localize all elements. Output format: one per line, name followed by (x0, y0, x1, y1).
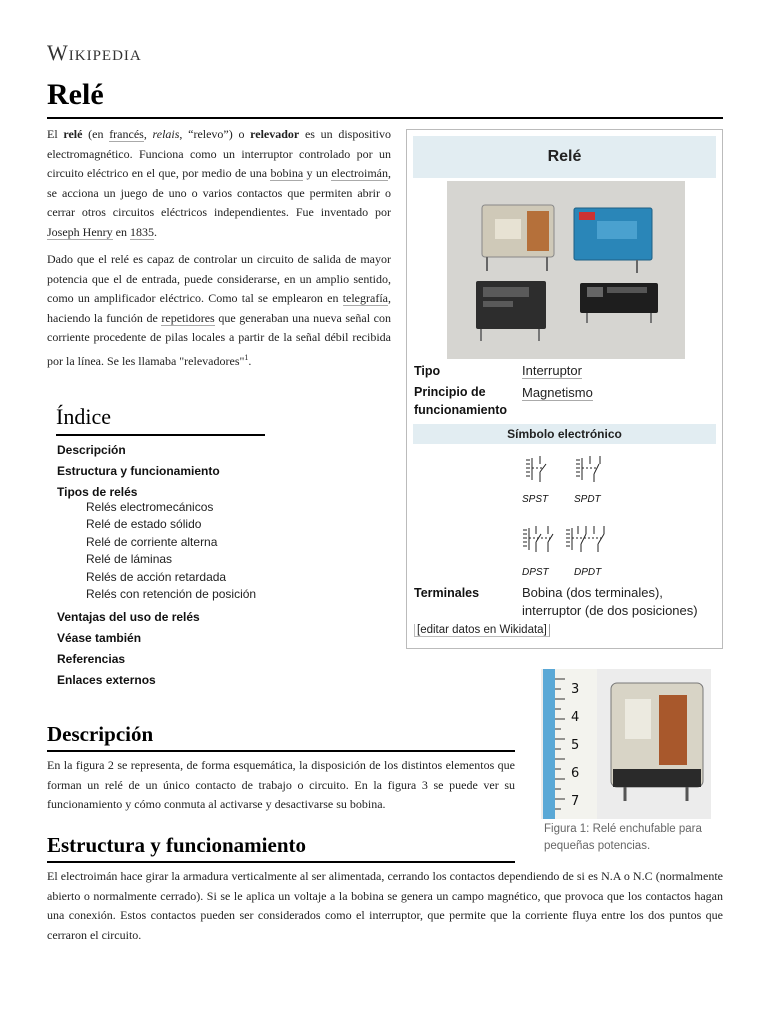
toc-item[interactable]: Referencias (57, 652, 126, 666)
infobox-terminales-label: Terminales (414, 586, 480, 600)
toc-item[interactable]: Descripción (57, 443, 126, 457)
inline-link[interactable]: francés (109, 127, 144, 141)
inline-link[interactable]: bobina (270, 166, 304, 180)
wikipedia-logo[interactable]: Wikipedia (47, 40, 142, 65)
footnote-ref[interactable]: 1 (244, 352, 249, 362)
svg-text:7: 7 (571, 794, 580, 809)
intro-paragraph-1: El relé (en francés, relais, “relevo”) o relevador es un dispositivo electromagnético. Funciona como un interruptor controlado por un circuito eléctrico en el que, por medio de una bobina y un electroimán, se acciona un juego de uno o varios contactos que permiten abrir o cerrar otros circuitos eléctricos independientes. Fue inventado por Joseph Henry en 1835. (47, 127, 392, 239)
spst-symbol-icon[interactable] (520, 450, 556, 490)
toc-subitem[interactable]: Relé de estado sólido (86, 517, 202, 531)
svg-text:5: 5 (571, 738, 580, 753)
dpdt-symbol-icon[interactable] (564, 520, 612, 560)
inline-link[interactable]: telegrafía (342, 291, 388, 305)
title-divider (47, 117, 723, 119)
bold-term: relé (63, 127, 83, 141)
toc-subitem[interactable]: Relés con retención de posición (86, 587, 257, 601)
section-heading-descripcion: Descripción (47, 722, 154, 746)
symbol-caption: DPST (522, 567, 549, 578)
symbol-caption: SPST (522, 494, 549, 505)
infobox-principio-link[interactable]: Magnetismo (522, 385, 593, 400)
toc-item[interactable]: Enlaces externos (57, 673, 156, 687)
toc-subitem[interactable]: Relés electromecánicos (86, 500, 214, 514)
section-divider (47, 750, 515, 752)
svg-text:6: 6 (571, 766, 580, 781)
figure-1-caption: Figura 1: Relé enchufable para pequeñas potencias. (544, 823, 702, 852)
infobox (406, 129, 723, 649)
inline-link[interactable]: 1835 (129, 224, 154, 239)
infobox-terminales-value: Bobina (dos terminales), interruptor (de dos posiciones) (522, 585, 698, 618)
estructura-paragraph: El electroimán hace girar la armadura verticalmente al ser alimentada, cerrando los contactos dependiendo de si es N.A o N.C (normalmente abierto o normalmente cerrado). Si se le aplica un voltaje a la bobina se genera un campo magnético, que provoca que los contactos hagan una conexión. Estos contactos pueden ser considerados como el interruptor, que permite que la corriente fluya entre los dos puntos que cerraron el circuito. (47, 869, 723, 942)
infobox-symbol-header: Símbolo electrónico (413, 424, 716, 444)
intro-paragraph-2: Dado que el relé es capaz de controlar un circuito de salida de mayor potencia que el de entrada, puede considerarse, en un amplio sentido, como un amplificador eléctrico. Como tal se emplearon en telegrafía, haciendo la función de repetidores que generaban una nueva señal con corriente procedente de pilas locales a partir de la señal débil recibida por la línea. Se les llamaba "relevadores"$^1$. (47, 252, 391, 368)
bold-term: relevador (250, 127, 300, 141)
toc-divider (56, 434, 265, 436)
toc-item[interactable]: Tipos de relés (57, 485, 138, 499)
infobox-tipo-link[interactable]: Interruptor (522, 363, 582, 378)
italic-term: relais (152, 127, 180, 141)
inline-link[interactable]: electroimán (331, 166, 388, 180)
toc-subitem[interactable]: Relé de corriente alterna (86, 535, 218, 549)
infobox-principio-label: Principio de funcionamiento (414, 385, 508, 417)
inline-link[interactable]: repetidores (161, 310, 215, 325)
toc-item[interactable]: Estructura y funcionamiento (57, 464, 220, 478)
section-divider (47, 861, 515, 863)
section-heading-estructura: Estructura y funcionamiento (47, 833, 306, 857)
figure-1-image (541, 669, 711, 819)
infobox-title: Relé (413, 136, 716, 178)
spdt-symbol-icon[interactable] (572, 450, 608, 490)
dpst-symbol-icon[interactable] (520, 520, 558, 560)
svg-text:4: 4 (571, 710, 580, 725)
descripcion-paragraph: En la figura 2 se representa, de forma esquemática, la disposición de los distintos elementos que forman un relé de un único contacto de trabajo o circuito. En la figura 3 se puede ver su funcionamiento y cómo conmuta al activarse y desactivarse su bobina. (47, 758, 515, 811)
edit-wikidata-link[interactable]: [editar datos en Wikidata] (414, 624, 550, 637)
infobox-tipo-label: Tipo (414, 364, 441, 378)
toc-subitem[interactable]: Relés de acción retardada (86, 570, 227, 584)
toc-item[interactable]: Véase también (57, 631, 142, 645)
toc-subitem[interactable]: Relé de láminas (86, 552, 173, 566)
toc-title: Índice (56, 404, 111, 429)
relay-photo (447, 181, 685, 359)
svg-text:3: 3 (571, 682, 580, 697)
symbol-caption: DPDT (574, 567, 602, 578)
symbol-caption: SPDT (574, 494, 601, 505)
toc-item[interactable]: Ventajas del uso de relés (57, 610, 200, 624)
inline-link[interactable]: Joseph Henry (47, 224, 113, 239)
page-title: Relé (47, 78, 104, 111)
